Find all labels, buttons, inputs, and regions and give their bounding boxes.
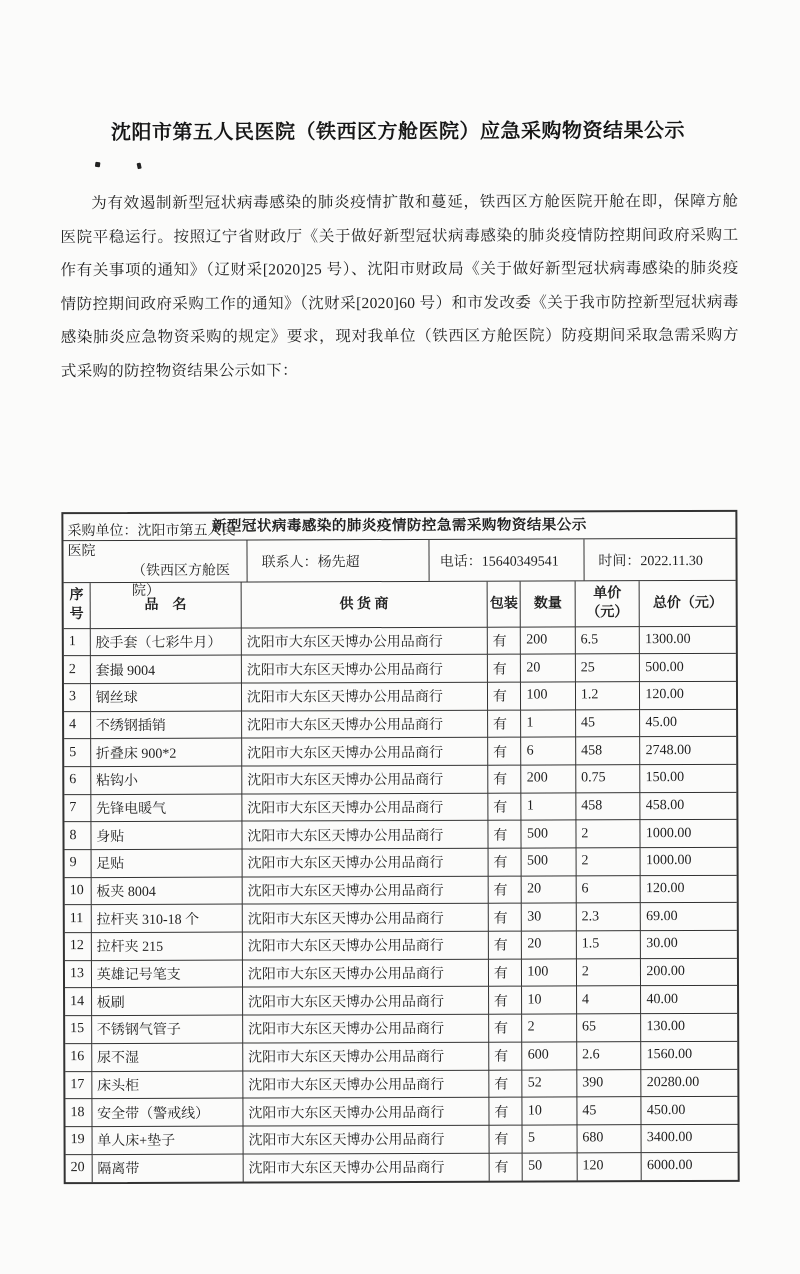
table-row (65, 903, 737, 933)
cell-quantity: 500 (521, 848, 576, 876)
cell-index: 8 (64, 822, 90, 850)
cell-supplier: 沈阳市大东区天博办公用品商行 (242, 931, 488, 960)
cell-quantity: 1 (521, 793, 576, 821)
cell-quantity: 20 (521, 654, 576, 682)
col-header-supplier: 供 货 商 (241, 582, 487, 628)
cell-unit-price: 25 (575, 654, 640, 682)
cell-index: 16 (65, 1043, 91, 1071)
cell-quantity: 100 (522, 959, 577, 987)
purchasing-unit-line1: 采购单位：沈阳市第五人民医院 (67, 523, 236, 559)
cell-package: 有 (488, 931, 522, 959)
cell-supplier: 沈阳市大东区天博办公用品商行 (242, 959, 488, 988)
cell-supplier: 沈阳市大东区天博办公用品商行 (242, 765, 488, 794)
cell-supplier: 沈阳市大东区天博办公用品商行 (242, 876, 488, 905)
cell-package: 有 (488, 903, 522, 931)
cell-package: 有 (489, 1153, 523, 1181)
table-row (64, 792, 736, 822)
table-row (64, 626, 736, 656)
cell-package: 有 (488, 765, 522, 793)
cell-index: 13 (65, 960, 91, 988)
cell-package: 有 (488, 1014, 522, 1042)
cell-total-price: 3400.00 (641, 1124, 737, 1152)
cell-total-price: 40.00 (641, 986, 737, 1014)
intro-paragraph: 为有效遏制新型冠状病毒感染的肺炎疫情扩散和蔓延，铁西区方舱医院开舱在即，保障方舱医院平稳运行。按照辽宁省财政厅《关于做好新型冠状病毒感染的肺炎疫情防控期间政府采购工作有关事项的通知》（辽财采[2020]25 号）、沈阳市财政局《关于做好新型冠状病毒感染的肺炎疫情防控期间政府采购工作的通知》（沈财采[2020]60 号）和市发改委《关于我市防控新型冠状病毒感染肺炎应急物资采购的规定》要求，现对我单位（铁西区方舱医院）防疫期间采取急需采购方式采购的防控物资结果公示如下： (60, 192, 739, 380)
cell-supplier: 沈阳市大东区天博办公用品商行 (243, 1070, 489, 1099)
cell-supplier: 沈阳市大东区天博办公用品商行 (241, 627, 487, 656)
cell-unit-price: 65 (576, 1014, 641, 1042)
cell-index: 3 (64, 683, 90, 711)
cell-index: 1 (64, 628, 90, 656)
cell-package: 有 (488, 987, 522, 1015)
table-row (65, 1041, 737, 1071)
cell-unit-price: 4 (576, 986, 641, 1014)
cell-item-name: 折叠床 900*2 (90, 738, 241, 766)
cell-unit-price: 458 (576, 737, 641, 765)
cell-quantity: 200 (521, 626, 576, 654)
cell-unit-price: 680 (577, 1125, 642, 1153)
table-row (64, 654, 736, 684)
page-title: 沈阳市第五人民医院（铁西区方舱医院）应急采购物资结果公示 (111, 120, 686, 145)
cell-index: 20 (66, 1154, 92, 1182)
cell-supplier: 沈阳市大东区天博办公用品商行 (242, 904, 488, 933)
cell-index: 17 (65, 1071, 91, 1099)
cell-supplier: 沈阳市大东区天博办公用品商行 (243, 1097, 489, 1126)
cell-index: 7 (64, 794, 90, 822)
col-header-total-price: 总价（元） (639, 581, 735, 626)
col-header-item-name: 品 名 (90, 583, 241, 629)
table-row (64, 764, 736, 794)
cell-index: 10 (65, 877, 91, 905)
cell-package: 有 (488, 876, 522, 904)
cell-total-price: 1300.00 (640, 626, 736, 654)
table-row (64, 709, 736, 739)
cell-package: 有 (487, 737, 521, 765)
cell-total-price: 45.00 (640, 709, 736, 737)
cell-item-name: 身贴 (91, 821, 242, 849)
cell-item-name: 尿不湿 (91, 1043, 242, 1071)
cell-total-price: 1000.00 (640, 847, 736, 875)
contact-person-cell: 联系人：杨先超 (248, 540, 430, 582)
cell-unit-price: 2 (576, 958, 641, 986)
cell-package: 有 (488, 793, 522, 821)
cell-total-price: 69.00 (641, 903, 737, 931)
items-table (64, 581, 738, 1182)
cell-quantity: 500 (521, 820, 576, 848)
table-row (65, 986, 737, 1016)
cell-package: 有 (489, 1097, 523, 1125)
cell-item-name: 拉杆夹 310-18 个 (91, 904, 242, 932)
procurement-table (61, 510, 739, 1184)
cell-quantity: 100 (521, 682, 576, 710)
cell-quantity: 200 (521, 765, 576, 793)
cell-package: 有 (487, 627, 521, 655)
cell-index: 11 (65, 905, 91, 933)
cell-item-name: 粘钩小 (90, 766, 241, 794)
table-row (65, 958, 737, 988)
cell-package: 有 (489, 1125, 523, 1153)
table-row (65, 930, 737, 960)
table-row (65, 1013, 737, 1043)
cell-unit-price: 6.5 (575, 626, 640, 654)
cell-total-price: 2748.00 (640, 737, 736, 765)
table-row (64, 737, 736, 767)
cell-item-name: 不绣钢插销 (90, 711, 241, 739)
cell-package: 有 (488, 848, 522, 876)
cell-package: 有 (487, 654, 521, 682)
cell-unit-price: 45 (575, 709, 640, 737)
cell-unit-price: 0.75 (576, 765, 641, 793)
cell-supplier: 沈阳市大东区天博办公用品商行 (241, 710, 487, 739)
cell-quantity: 600 (522, 1042, 577, 1070)
table-row (65, 875, 737, 905)
date-cell: 时间：2022.11.30 (598, 553, 703, 569)
cell-quantity: 6 (521, 737, 576, 765)
table-row (64, 820, 736, 850)
cell-index: 4 (64, 711, 90, 739)
cell-item-name: 床头柜 (92, 1071, 243, 1099)
cell-item-name: 英雄记号笔支 (91, 960, 242, 988)
cell-total-price: 450.00 (641, 1097, 737, 1125)
table-title: 新型冠状病毒感染的肺炎疫情防控急需采购物资结果公示 (63, 512, 735, 541)
cell-unit-price: 45 (577, 1097, 642, 1125)
table-row (66, 1124, 738, 1154)
cell-item-name: 隔离带 (92, 1154, 243, 1182)
cell-item-name: 安全带（警戒线） (92, 1098, 243, 1126)
cell-item-name: 足贴 (91, 849, 242, 877)
cell-supplier: 沈阳市大东区天博办公用品商行 (242, 793, 488, 822)
cell-quantity: 5 (522, 1125, 577, 1153)
cell-item-name: 单人床+垫子 (92, 1126, 243, 1154)
cell-total-price: 130.00 (641, 1013, 737, 1041)
cell-quantity: 2 (522, 1014, 577, 1042)
cell-quantity: 30 (522, 903, 577, 931)
cell-package: 有 (488, 959, 522, 987)
cell-package: 有 (489, 1070, 523, 1098)
cell-item-name: 胶手套（七彩牛月） (90, 628, 241, 656)
cell-total-price: 20280.00 (641, 1069, 737, 1097)
cell-index: 14 (65, 988, 91, 1016)
cell-unit-price: 2 (576, 820, 641, 848)
table-row (66, 1152, 738, 1182)
cell-quantity: 20 (522, 931, 577, 959)
cell-supplier: 沈阳市大东区天博办公用品商行 (241, 682, 487, 711)
cell-unit-price: 458 (576, 792, 641, 820)
cell-supplier: 沈阳市大东区天博办公用品商行 (242, 737, 488, 766)
cell-quantity: 10 (522, 986, 577, 1014)
cell-quantity: 1 (521, 709, 576, 737)
cell-supplier: 沈阳市大东区天博办公用品商行 (243, 1042, 489, 1071)
cell-total-price: 1000.00 (640, 820, 736, 848)
cell-quantity: 20 (522, 876, 577, 904)
purchasing-unit-line2: （铁西区方舱医院） (131, 563, 230, 599)
cell-item-name: 套撮 9004 (90, 655, 241, 683)
cell-unit-price: 120 (577, 1152, 642, 1180)
cell-unit-price: 1.2 (575, 682, 640, 710)
cell-quantity: 50 (523, 1152, 578, 1180)
table-row (64, 681, 736, 711)
cell-quantity: 10 (522, 1097, 577, 1125)
cell-unit-price: 2.3 (576, 903, 641, 931)
cell-unit-price: 1.5 (576, 931, 641, 959)
col-header-index: 序号 (64, 583, 90, 628)
cell-index: 2 (64, 656, 90, 684)
col-header-quantity: 数量 (521, 581, 576, 626)
cell-item-name: 板刷 (91, 987, 242, 1015)
col-header-package: 包装 (487, 582, 521, 627)
cell-total-price: 120.00 (640, 681, 736, 709)
col-header-unit-price: 单价（元） (575, 581, 640, 626)
cell-unit-price: 6 (576, 875, 641, 903)
cell-total-price: 200.00 (641, 958, 737, 986)
cell-supplier: 沈阳市大东区天博办公用品商行 (243, 1014, 489, 1043)
cell-supplier: 沈阳市大东区天博办公用品商行 (242, 848, 488, 877)
cell-total-price: 150.00 (640, 764, 736, 792)
cell-total-price: 500.00 (640, 654, 736, 682)
cell-index: 19 (66, 1126, 92, 1154)
cell-quantity: 52 (522, 1069, 577, 1097)
cell-package: 有 (489, 1042, 523, 1070)
cell-item-name: 板夹 8004 (91, 877, 242, 905)
cell-supplier: 沈阳市大东区天博办公用品商行 (242, 821, 488, 850)
cell-index: 15 (65, 1016, 91, 1044)
cell-index: 6 (64, 767, 90, 795)
cell-item-name: 钢丝球 (90, 683, 241, 711)
cell-package: 有 (487, 710, 521, 738)
cell-item-name: 不锈钢气管子 (91, 1015, 242, 1043)
cell-supplier: 沈阳市大东区天博办公用品商行 (241, 654, 487, 683)
cell-item-name: 拉杆夹 215 (91, 932, 242, 960)
cell-unit-price: 2 (576, 848, 641, 876)
phone-cell: 电话：15640349541 (430, 539, 585, 581)
cell-index: 5 (64, 739, 90, 767)
scan-speck (137, 163, 142, 170)
cell-total-price: 6000.00 (641, 1152, 737, 1180)
cell-total-price: 120.00 (640, 875, 736, 903)
cell-supplier: 沈阳市大东区天博办公用品商行 (243, 1125, 489, 1154)
cell-index: 18 (65, 1099, 91, 1127)
cell-supplier: 沈阳市大东区天博办公用品商行 (242, 987, 488, 1016)
cell-total-price: 30.00 (641, 930, 737, 958)
cell-unit-price: 390 (577, 1069, 642, 1097)
cell-total-price: 458.00 (640, 792, 736, 820)
table-row (65, 847, 737, 877)
cell-item-name: 先锋电暖气 (91, 794, 242, 822)
scan-speck (95, 162, 101, 168)
cell-index: 9 (65, 850, 91, 878)
table-row (65, 1097, 737, 1127)
cell-package: 有 (487, 682, 521, 710)
document-page (0, 114, 800, 1274)
cell-supplier: 沈阳市大东区天博办公用品商行 (243, 1153, 489, 1182)
table-row (65, 1069, 737, 1099)
cell-index: 12 (65, 933, 91, 961)
cell-package: 有 (488, 820, 522, 848)
cell-unit-price: 2.6 (577, 1041, 642, 1069)
cell-total-price: 1560.00 (641, 1041, 737, 1069)
purchasing-unit-cell (63, 523, 247, 599)
